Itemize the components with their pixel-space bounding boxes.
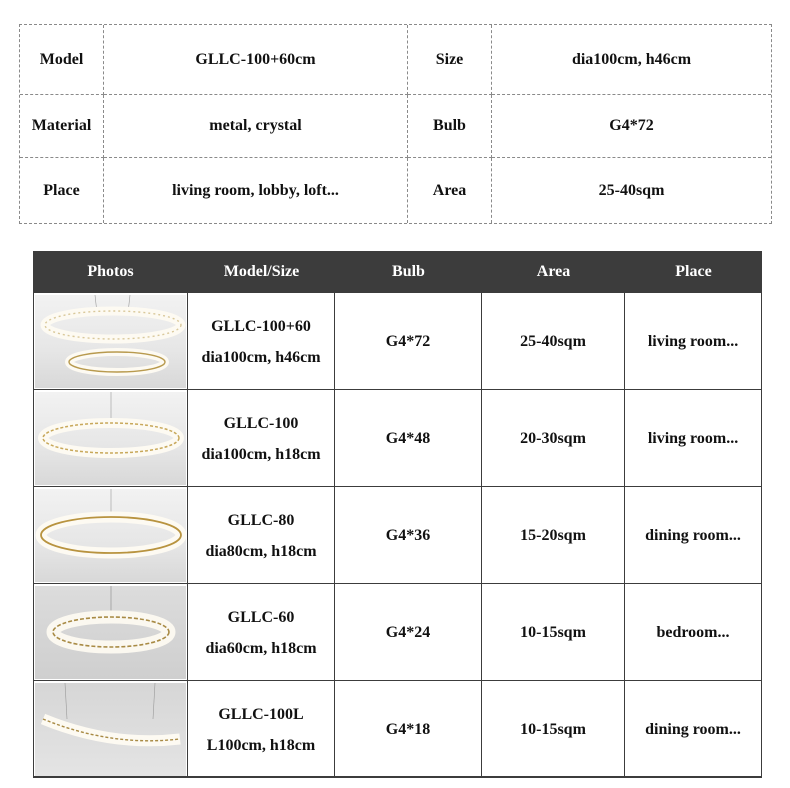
- table-row: [33, 293, 762, 390]
- spec-label-bulb: Bulb: [408, 95, 492, 158]
- place-cell: living room...: [625, 293, 762, 390]
- table-row: [33, 681, 762, 778]
- header-photos: Photos: [87, 263, 134, 280]
- model-size-cell: [188, 584, 335, 681]
- spec-label-area: Area: [408, 158, 492, 223]
- model-size-cell: [188, 487, 335, 584]
- area-cell: 10-15sqm: [482, 584, 625, 681]
- model-size-cell: [188, 681, 335, 778]
- model-name: GLLC-100: [223, 414, 299, 432]
- model-size-cell: [188, 293, 335, 390]
- model-size-cell: [188, 390, 335, 487]
- photo-cell: [33, 293, 188, 390]
- place-cell: dining room...: [625, 681, 762, 778]
- place-cell: bedroom...: [625, 584, 762, 681]
- header-model-size: Model/Size: [223, 263, 300, 280]
- linear-chandelier-icon: [35, 683, 186, 776]
- table-row: [33, 584, 762, 681]
- area-cell: 20-30sqm: [482, 390, 625, 487]
- header-place: Place: [675, 263, 712, 280]
- spec-value-area: 25-40sqm: [598, 181, 665, 199]
- photo-cell: [33, 487, 188, 584]
- bulb-cell: G4*24: [335, 584, 482, 681]
- model-name: GLLC-60: [227, 608, 295, 626]
- model-size: dia100cm, h46cm: [201, 348, 321, 366]
- header-area: Area: [536, 263, 571, 280]
- bulb-cell: G4*18: [335, 681, 482, 778]
- product-table: [33, 251, 762, 777]
- area-cell: 10-15sqm: [482, 681, 625, 778]
- model-name: GLLC-80: [227, 511, 295, 529]
- photo-cell: [33, 390, 188, 487]
- header-bulb: Bulb: [392, 263, 425, 280]
- product-table-header: [33, 251, 762, 293]
- photo-cell: [33, 681, 188, 778]
- spec-value-bulb: G4*72: [492, 95, 771, 158]
- spec-label-size: Size: [408, 25, 492, 95]
- area-cell: 25-40sqm: [482, 293, 625, 390]
- place-cell: living room...: [625, 390, 762, 487]
- table-row: [33, 487, 762, 584]
- model-size: L100cm, h18cm: [206, 736, 316, 754]
- ring-chandelier-icon: [35, 392, 186, 485]
- bulb-cell: G4*48: [335, 390, 482, 487]
- bulb-cell: G4*72: [335, 293, 482, 390]
- area-cell: 15-20sqm: [482, 487, 625, 584]
- ring-chandelier-icon: [35, 489, 186, 582]
- spec-table: [19, 24, 772, 224]
- spec-value-model: GLLC-100+60cm: [104, 25, 408, 95]
- place-cell: dining room...: [625, 487, 762, 584]
- spec-value-size: dia100cm, h46cm: [492, 25, 771, 95]
- model-size: dia60cm, h18cm: [205, 639, 317, 657]
- model-size: dia100cm, h18cm: [201, 445, 321, 463]
- model-size: dia80cm, h18cm: [205, 542, 317, 560]
- photo-cell: [33, 584, 188, 681]
- bulb-cell: G4*36: [335, 487, 482, 584]
- spec-value-place: living room, lobby, loft...: [104, 158, 408, 223]
- table-row: [33, 390, 762, 487]
- spec-value-material: metal, crystal: [104, 95, 408, 158]
- ring-chandelier-icon: [35, 586, 186, 679]
- double-ring-chandelier-icon: [35, 295, 186, 388]
- model-name: GLLC-100+60: [211, 317, 311, 335]
- model-name: GLLC-100L: [218, 705, 304, 723]
- spec-label-model: Model: [20, 25, 104, 95]
- spec-label-place: Place: [20, 158, 104, 223]
- spec-label-material: Material: [20, 95, 104, 158]
